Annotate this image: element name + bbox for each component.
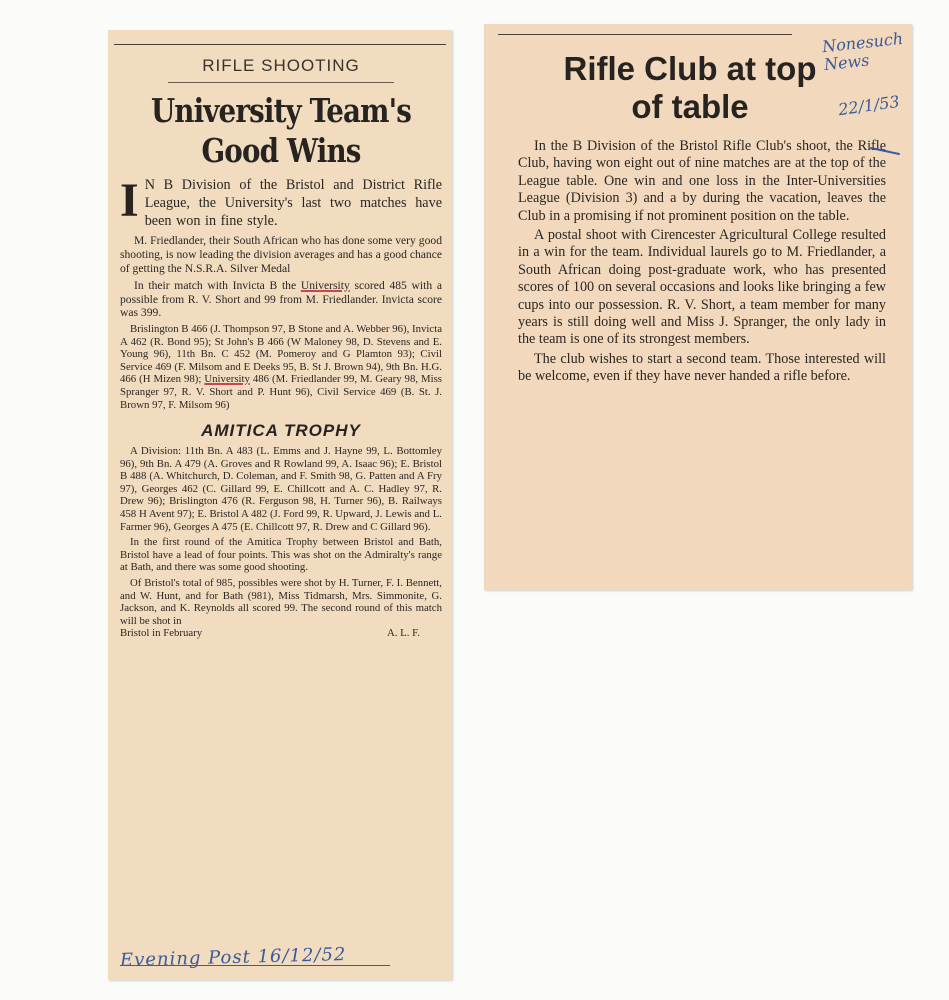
kicker-rule — [168, 82, 393, 83]
handwritten-line-1: Nonesuch — [821, 28, 904, 57]
paragraph-postal-shoot: A postal shoot with Cirencester Agricultural College resulted in a win for the team. Individual laurels go to M. Friedlander, a South African doing post-graduate work, who has presented scores of 100 on several occasions and looks like bringing a few cups into our possession. R. V. Short, a team member for many years is still doing well and Miss J. Spranger, the only lady in the team is one of its strongest members. — [518, 227, 886, 348]
paragraph-first-round: In the first round of the Amitica Trophy between Bristol and Bath, Bristol have a lead of four points. This was shot on the Admiralty's range at Bath, and there was some good shooting. — [120, 536, 442, 574]
handwritten-source-note — [821, 30, 906, 74]
paragraph-bristol-total: Of Bristol's total of 985, possibles were shot by H. Turner, F. I. Bennett, and W. Hunt, and for Bath (981), Miss Tidmarsh, Mrs. Simmonite, G. Jackson, and K. Reynolds all scored 99. The second round of this match will be shot in — [120, 577, 442, 627]
lead-text: N B Division of the Bristol and District Rifle League, the University's last two matches have been won in fine style. — [144, 177, 442, 229]
paragraph-invicta-match — [120, 279, 442, 320]
lead-paragraph — [120, 174, 442, 230]
text-span: In their match with Invicta B the — [134, 279, 301, 293]
paragraph-b-division: In the B Division of the Bristol Rifle Club's shoot, the Rifle Club, having won eight out of nine matches are at the top of the League table. One win and one loss in the Inter-Universities League (Division 3) and a by during the vacation, leaves the Club in a promising if not prominent position on the table. — [518, 138, 886, 224]
top-rule — [114, 44, 446, 45]
author-initials: A. L. F. — [386, 627, 420, 640]
paragraph-friedlander: M. Friedlander, their South African who has done some very good shooting, is now leading the division averages and has a good chance of getting the N.S.R.A. Silver Medal — [120, 234, 442, 275]
paragraph-second-team: The club wishes to start a second team. Those interested will be welcome, even if they have never handed a rifle before. — [518, 350, 886, 385]
drop-cap: I — [120, 174, 139, 227]
underlined-university: University — [300, 279, 350, 293]
text-span: Brislington B 466 (J. Thompson 97, B Stone and A. Webber 96), Invicta A 462 (R. Bond 95); St John's B 466 (W Maloney 98, D. Stevens and E. Young 96), 11th Bn. C 452 (M. Pomeroy and G Plamton 93); Civil Service 469 (F. Milsom and E Deeks 95, B. St J. Brown 94), 9th Bn. H.G. 466 (H Mizen 98); — [120, 322, 442, 386]
results-b-division — [120, 323, 442, 411]
section-kicker: RIFLE SHOOTING — [202, 56, 360, 75]
handwritten-source-note: Evening Post 16/12/52 — [119, 944, 347, 971]
headline-line-1: University Team's — [150, 91, 412, 130]
headline — [146, 91, 416, 171]
clipping-university-team — [108, 30, 452, 980]
underlined-university: University — [204, 373, 250, 386]
headline-line-2: Good Wins — [201, 131, 361, 170]
closing-text: Bristol in February — [120, 627, 203, 640]
headline-line-1: Rifle Club at top — [563, 50, 817, 87]
text-span: 486 (M. Friedlander 99, M. Geary 98, Miss Spranger 97, R. V. Short and P. Hunt 96), Civil Service 469 (B. St. J. Brown 97, F. Milsom 96) — [120, 373, 442, 411]
closing-line — [120, 627, 442, 640]
handwritten-line-2: News — [822, 50, 871, 75]
text-span: scored 485 with a possible from R. V. Short and 99 from M. Friedlander. Invicta score was 399. — [120, 279, 442, 320]
handwritten-date: 22/1/53 — [837, 91, 902, 120]
subhead-amitica-trophy: AMITICA TROPHY — [201, 421, 361, 441]
headline-line-2: of table — [631, 88, 749, 125]
clipping-rifle-club — [484, 24, 912, 590]
top-rule — [498, 34, 792, 35]
results-a-division: A Division: 11th Bn. A 483 (L. Emms and J. Hayne 99, L. Bottomley 96), 9th Bn. A 479 (A. Groves and R Rowland 99, A. Isaac 96); E. Bristol B 488 (A. Whitchurch, D. Coleman, and F. Smith 98, G. Patten and A Fry 97), Georges 462 (C. Gillard 99, E. Chillcott and A. C. Hadley 97, R. Drew 96); Brislington 476 (R. Ferguson 98, H. Turner 96), B. Railways 458 H Avent 97); E. Bristol A 482 (J. Ford 99, R. Upward, J. Lewis and L. Farmer 96), Georges A 475 (E. Chillcott 97, R. Drew and C Gillard 96). — [120, 445, 442, 533]
